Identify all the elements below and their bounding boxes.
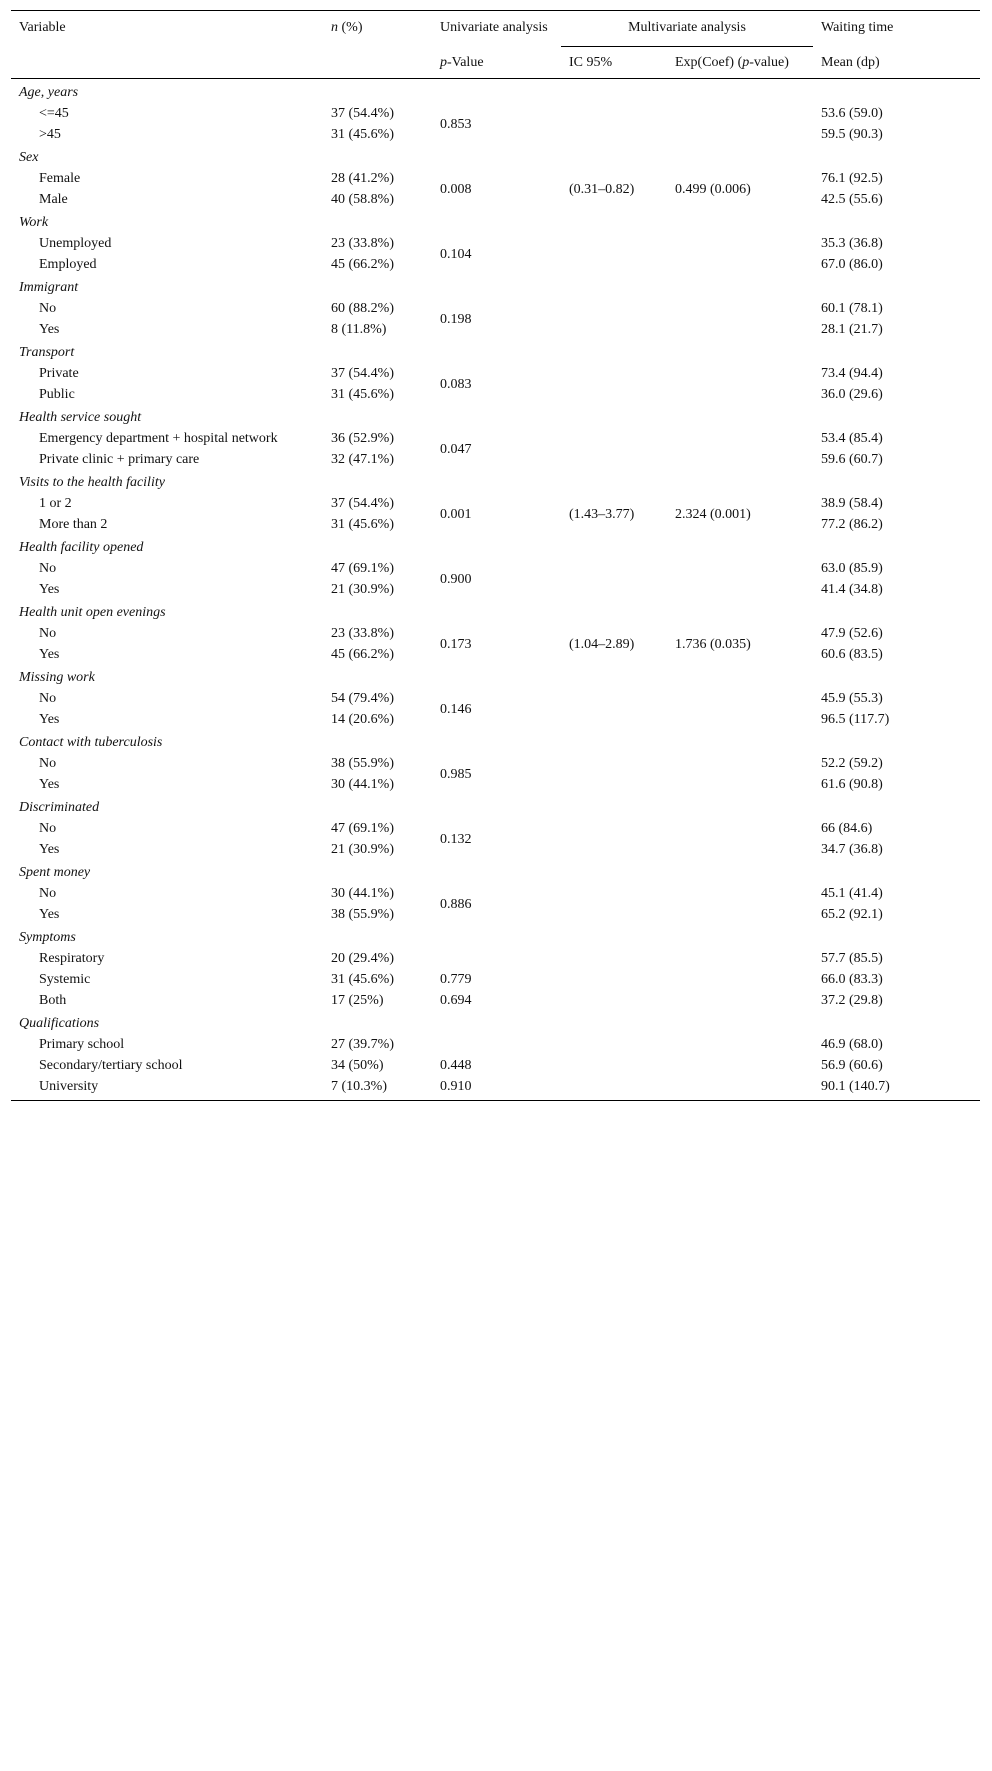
- header-exp: [667, 47, 813, 79]
- row-label: More than 2: [39, 517, 108, 532]
- row-pvalue: [432, 947, 561, 968]
- group-label: Visits to the health facility: [19, 475, 165, 490]
- row-label: No: [39, 821, 57, 836]
- row-pvalue: [432, 1033, 561, 1054]
- row-mean: 53.4 (85.4): [821, 431, 883, 446]
- group-label: Spent money: [19, 865, 91, 880]
- row-exp: [667, 752, 813, 794]
- row-label: No: [39, 756, 57, 771]
- row-mean: 56.9 (60.6): [821, 1058, 883, 1073]
- header-pvalue-italic: p: [440, 54, 447, 70]
- row-ic: [561, 687, 667, 729]
- row-n: 40 (58.8%): [331, 192, 394, 207]
- row-mean: 61.6 (90.8): [821, 777, 883, 792]
- row-mean: 96.5 (117.7): [821, 712, 890, 727]
- row-label: University: [11, 1075, 323, 1101]
- group-row: [11, 79, 980, 103]
- row-mean: 66.0 (83.3): [821, 972, 883, 987]
- group-row: [11, 924, 980, 947]
- row-mean: 45.1 (41.4): [821, 886, 883, 901]
- row-exp: [667, 1033, 813, 1054]
- row-exp: [667, 968, 813, 989]
- row-n: 30 (44.1%): [331, 886, 394, 901]
- row-n: 20 (29.4%): [331, 951, 394, 966]
- row-exp: [667, 297, 813, 339]
- row-mean: 37.2 (29.8): [821, 993, 883, 1008]
- row-mean: 59.6 (60.7): [821, 452, 883, 467]
- row-n: 21 (30.9%): [331, 842, 394, 857]
- group-row: [11, 339, 980, 362]
- group-row: [11, 664, 980, 687]
- row-mean: 73.4 (94.4): [821, 366, 883, 381]
- row-n: 37 (54.4%): [331, 106, 394, 121]
- table-row: [11, 947, 980, 968]
- row-ic: [561, 362, 667, 404]
- row-n: 47 (69.1%): [331, 821, 394, 836]
- table-row: [11, 102, 980, 123]
- row-mean: 67.0 (86.0): [821, 257, 883, 272]
- row-exp: [667, 232, 813, 274]
- header-waiting: Waiting time: [813, 11, 980, 47]
- group-row: [11, 469, 980, 492]
- row-label: Yes: [39, 647, 60, 662]
- row-n: 45 (66.2%): [331, 647, 394, 662]
- row-n: 17 (25%): [331, 993, 384, 1008]
- row-mean: 47.9 (52.6): [821, 626, 883, 641]
- row-n: 28 (41.2%): [331, 171, 394, 186]
- row-mean: 77.2 (86.2): [821, 517, 883, 532]
- row-exp: [667, 817, 813, 859]
- table-row: [11, 297, 980, 318]
- row-mean: 28.1 (21.7): [821, 322, 883, 337]
- table-row: [11, 362, 980, 383]
- row-exp: 2.324 (0.001): [675, 506, 751, 522]
- row-n: 38 (55.9%): [331, 907, 394, 922]
- row-n: 47 (69.1%): [331, 561, 394, 576]
- row-ic: [561, 1054, 667, 1075]
- row-pvalue: 0.173: [440, 636, 472, 652]
- results-table: [11, 10, 980, 1101]
- group-row: [11, 144, 980, 167]
- header-multivariate: Multivariate analysis: [561, 11, 813, 47]
- group-label: Transport: [19, 345, 75, 360]
- row-label: Yes: [39, 777, 60, 792]
- group-label: Work: [19, 215, 49, 230]
- row-n: 34 (50%): [331, 1058, 384, 1073]
- row-label: Private clinic + primary care: [39, 452, 200, 467]
- row-pvalue: 0.886: [440, 896, 472, 912]
- row-n: 23 (33.8%): [331, 626, 394, 641]
- row-exp: 0.499 (0.006): [675, 181, 751, 197]
- row-label: Yes: [39, 907, 60, 922]
- table-row: [11, 492, 980, 513]
- row-mean: 65.2 (92.1): [821, 907, 883, 922]
- row-label: <=45: [39, 106, 69, 121]
- row-exp: [667, 427, 813, 469]
- row-exp: [667, 947, 813, 968]
- table-row: [11, 1033, 980, 1054]
- row-ic: [561, 968, 667, 989]
- group-label: Symptoms: [19, 930, 76, 945]
- row-pvalue: 0.001: [440, 506, 472, 522]
- header-exp-pre: Exp(Coef) (: [675, 55, 743, 70]
- row-pvalue: 0.132: [440, 831, 472, 847]
- row-exp: [667, 362, 813, 404]
- table-row: [11, 427, 980, 448]
- row-label: Secondary/tertiary school: [39, 1058, 183, 1073]
- row-pvalue: 0.779: [440, 972, 472, 987]
- group-label: Immigrant: [19, 280, 79, 295]
- row-mean: 53.6 (59.0): [821, 106, 883, 121]
- row-mean: 63.0 (85.9): [821, 561, 883, 576]
- row-label: Emergency department + hospital network: [39, 431, 278, 446]
- row-mean: 42.5 (55.6): [821, 192, 883, 207]
- row-n: 36 (52.9%): [331, 431, 394, 446]
- row-ic: [561, 817, 667, 859]
- row-ic: [561, 752, 667, 794]
- row-n: 30 (44.1%): [331, 777, 394, 792]
- header-n-rest: (%): [338, 20, 363, 35]
- row-ic: [561, 947, 667, 968]
- row-pvalue: 0.198: [440, 311, 472, 327]
- row-mean: 46.9 (68.0): [821, 1037, 883, 1052]
- row-label: No: [39, 886, 57, 901]
- row-label: Yes: [39, 582, 60, 597]
- row-mean: 66 (84.6): [821, 821, 873, 836]
- group-label: Health facility opened: [19, 540, 144, 555]
- table-row: [11, 167, 980, 188]
- row-ic: [561, 232, 667, 274]
- row-label: Unemployed: [39, 236, 112, 251]
- header-pvalue-rest: -Value: [447, 54, 484, 70]
- row-label: Yes: [39, 712, 60, 727]
- row-n: 38 (55.9%): [331, 756, 394, 771]
- group-row: [11, 534, 980, 557]
- row-mean: 38.9 (58.4): [821, 496, 883, 511]
- row-n: 31 (45.6%): [331, 972, 394, 987]
- header-pvalue: [432, 47, 561, 79]
- group-row: [11, 794, 980, 817]
- row-label: Yes: [39, 842, 60, 857]
- row-label: Employed: [39, 257, 97, 272]
- row-ic: [561, 1033, 667, 1054]
- row-pvalue: 0.146: [440, 701, 472, 717]
- header-n-italic: n: [331, 20, 338, 35]
- row-label: Private: [39, 366, 79, 381]
- row-label: Systemic: [39, 972, 91, 987]
- row-pvalue: 0.448: [440, 1058, 472, 1073]
- row-n: 54 (79.4%): [331, 691, 394, 706]
- row-n: 27 (39.7%): [331, 1037, 394, 1052]
- row-n: 60 (88.2%): [331, 301, 394, 316]
- header-mean: Mean (dp): [813, 47, 980, 79]
- table-row: [11, 622, 980, 643]
- row-n: 37 (54.4%): [331, 496, 394, 511]
- row-label: Primary school: [39, 1037, 125, 1052]
- row-label: No: [39, 626, 57, 641]
- row-ic: [561, 1075, 667, 1101]
- row-pvalue: 0.008: [440, 181, 472, 197]
- table-row: [11, 687, 980, 708]
- group-row: [11, 209, 980, 232]
- row-pvalue: 0.104: [440, 246, 472, 262]
- row-ic: [561, 102, 667, 144]
- row-label: Yes: [39, 322, 60, 337]
- row-ic: (0.31–0.82): [569, 181, 635, 197]
- row-mean: 90.1 (140.7): [813, 1075, 980, 1101]
- row-pvalue: 0.910: [432, 1075, 561, 1101]
- table-body: [11, 79, 980, 1101]
- row-n: 31 (45.6%): [331, 517, 394, 532]
- row-pvalue: 0.853: [440, 116, 472, 132]
- group-row: [11, 404, 980, 427]
- row-mean: 60.1 (78.1): [821, 301, 883, 316]
- header-variable: Variable: [11, 11, 323, 47]
- group-row: [11, 859, 980, 882]
- table-header: [11, 11, 980, 79]
- group-label: Age, years: [19, 85, 79, 100]
- row-ic: [561, 882, 667, 924]
- row-exp: [667, 687, 813, 729]
- table-row: [11, 882, 980, 903]
- table-row: [11, 232, 980, 253]
- row-ic: (1.04–2.89): [569, 636, 635, 652]
- group-label: Contact with tuberculosis: [19, 735, 163, 750]
- row-pvalue: 0.083: [440, 376, 472, 392]
- row-mean: 57.7 (85.5): [821, 951, 883, 966]
- row-label: 1 or 2: [39, 496, 72, 511]
- group-label: Qualifications: [19, 1016, 100, 1031]
- row-n: 21 (30.9%): [331, 582, 394, 597]
- row-n: 7 (10.3%): [323, 1075, 432, 1101]
- row-label: Male: [39, 192, 68, 207]
- row-n: 31 (45.6%): [331, 127, 394, 142]
- row-exp: [667, 989, 813, 1010]
- row-exp: 1.736 (0.035): [675, 636, 751, 652]
- row-label: Respiratory: [39, 951, 105, 966]
- row-mean: 34.7 (36.8): [821, 842, 883, 857]
- row-label: Female: [39, 171, 81, 186]
- row-mean: 59.5 (90.3): [821, 127, 883, 142]
- row-exp: [667, 557, 813, 599]
- group-label: Health service sought: [19, 410, 142, 425]
- row-ic: [561, 557, 667, 599]
- row-mean: 60.6 (83.5): [821, 647, 883, 662]
- row-ic: [561, 989, 667, 1010]
- row-n: 8 (11.8%): [331, 322, 387, 337]
- row-exp: [667, 102, 813, 144]
- header-n: [323, 11, 432, 47]
- table-row: [11, 968, 980, 989]
- table-row: [11, 1054, 980, 1075]
- table-row: [11, 817, 980, 838]
- row-n: 31 (45.6%): [331, 387, 394, 402]
- group-row: [11, 274, 980, 297]
- row-exp: [667, 1075, 813, 1101]
- table-row: [11, 1075, 980, 1101]
- table-row: [11, 752, 980, 773]
- row-pvalue: 0.047: [440, 441, 472, 457]
- header-exp-post: -value): [749, 55, 789, 70]
- table-row: [11, 989, 980, 1010]
- group-label: Discriminated: [19, 800, 100, 815]
- row-label: Both: [39, 993, 67, 1008]
- row-mean: 36.0 (29.6): [821, 387, 883, 402]
- row-label: Public: [39, 387, 75, 402]
- row-ic: [561, 427, 667, 469]
- table-row: [11, 557, 980, 578]
- group-row: [11, 599, 980, 622]
- row-n: 32 (47.1%): [331, 452, 394, 467]
- group-label: Sex: [19, 150, 39, 165]
- row-mean: 45.9 (55.3): [821, 691, 883, 706]
- group-row: [11, 1010, 980, 1033]
- group-row: [11, 729, 980, 752]
- row-pvalue: 0.900: [440, 571, 472, 587]
- header-univariate: Univariate analysis: [432, 11, 561, 47]
- row-mean: 76.1 (92.5): [821, 171, 883, 186]
- header-ic: IC 95%: [561, 47, 667, 79]
- row-label: No: [39, 301, 57, 316]
- row-mean: 52.2 (59.2): [821, 756, 883, 771]
- group-label: Health unit open evenings: [19, 605, 166, 620]
- row-pvalue: 0.694: [440, 993, 472, 1008]
- row-pvalue: 0.985: [440, 766, 472, 782]
- row-label: No: [39, 561, 57, 576]
- row-n: 23 (33.8%): [331, 236, 394, 251]
- row-mean: 41.4 (34.8): [821, 582, 883, 597]
- row-ic: (1.43–3.77): [569, 506, 635, 522]
- row-mean: 35.3 (36.8): [821, 236, 883, 251]
- row-exp: [667, 882, 813, 924]
- header-exp-italic: p: [742, 55, 750, 70]
- row-n: 37 (54.4%): [331, 366, 394, 381]
- row-exp: [667, 1054, 813, 1075]
- group-label: Missing work: [19, 670, 95, 685]
- row-label: >45: [39, 127, 61, 142]
- row-label: No: [39, 691, 57, 706]
- row-n: 14 (20.6%): [331, 712, 394, 727]
- row-n: 45 (66.2%): [331, 257, 394, 272]
- row-ic: [561, 297, 667, 339]
